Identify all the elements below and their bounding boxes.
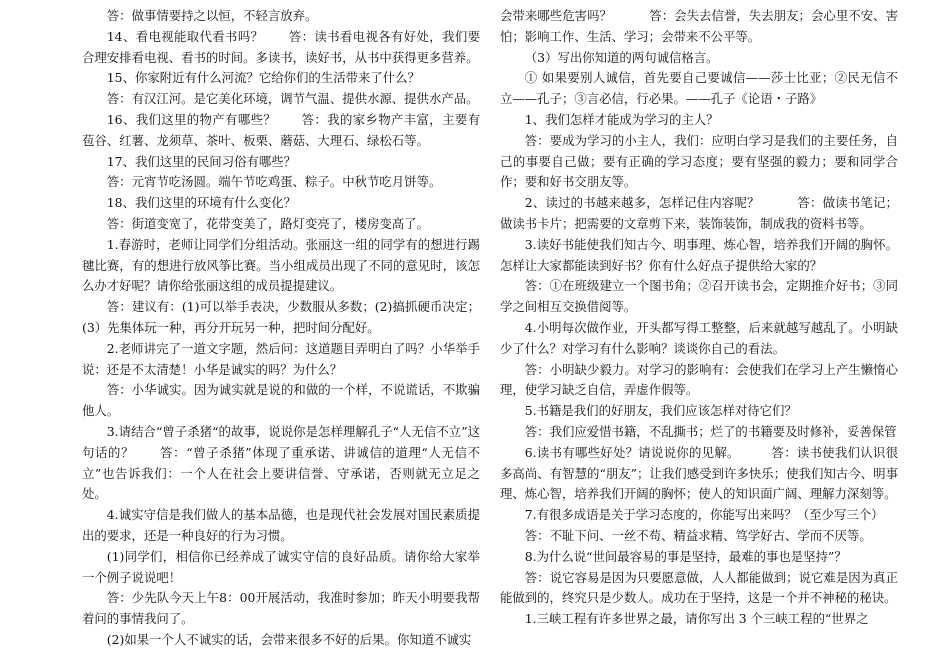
paragraph: ① 如果要别人诚信，首先要自己要诚信——莎士比亚；②民无信不立——孔子；③言必信，行必果。——孔子《论语・子路》 [500, 70, 898, 107]
paragraph: 答：元宵节吃汤圆。端午节吃鸡蛋、粽子。中秋节吃月饼等。 [106, 174, 442, 190]
paragraph: 1.春游时，老师让同学们分组活动。张丽这一组的同学有的想进行踢毽比赛，有的想进行放风筝比赛。当小组成员出现了不同的意见时，该怎么办才好呢？请你给张丽这组的成员提提建议。 [82, 236, 480, 294]
paragraph: 答：街道变宽了，花带变美了，路灯变亮了，楼房变高了。 [106, 215, 429, 231]
paragraph: 16、我们这里的物产有哪些？ 答：我的家乡物产丰富，主要有苞谷、红薯、龙须草、茶叶、板栗、蘑菇、大理石、绿松石等。 [82, 111, 480, 148]
paragraph: 15、你家附近有什么河流？它给你们的生活带来了什么？ [106, 70, 420, 86]
paragraph: 3.读好书能使我们知古今、明事理、炼心智，培养我们开阔的胸怀。怎样让大家都能读到好书？你有什么好点子提供给大家的？ [500, 236, 898, 273]
left-column [82, 6, 480, 651]
paragraph: 答：少先队今天上午8：00开展活动，我准时参加；昨天小明要我帮着问的事情我问了。 [82, 590, 480, 627]
paragraph: (1)同学们，相信你已经养成了诚实守信的良好品质。请你给大家举一个例子说说吧！ [82, 548, 480, 585]
paragraph: 答：小明缺少毅力。对学习的影响有：会使我们在学习上产生懒惰心理，使学习缺乏自信，弄虚作假等。 [500, 361, 898, 398]
paragraph: 答：有汉江河。是它美化环境，调节气温、提供水源、提供水产品。 [106, 91, 479, 107]
paragraph: 答：建议有：(1)可以举手表决，少数服从多数；(2)搞抓硬币决定；(3）先集体玩一种，再分开玩另一种，把时间分配好。 [82, 299, 480, 335]
paragraph: （3）写出你知道的两句诚信格言。 [524, 49, 719, 65]
paragraph: 会带来哪些危害吗？ 答：会失去信誉，失去朋友；会心里不安、害怕；影响工作、生活、学习；会带来不公平等。 [500, 8, 898, 44]
paragraph: 答：要成为学习的小主人，我们：应明白学习是我们的主要任务，自己的事要自己做；要有正确的学习态度；要有坚强的毅力；要和同学合作；要和好书交朋友等。 [500, 132, 898, 190]
paragraph: (2)如果一个人不诚实的话，会带来很多不好的后果。你知道不诚实 [106, 631, 472, 647]
paragraph: 答：说它容易是因为只要愿意做，人人都能做到；说它难是因为真正能做到的，终究只是少数人。成功在于坚持，这是一个并不神秘的秘诀。 [500, 569, 898, 606]
paragraph: 14、看电视能取代看书吗？ 答：读书看电视各有好处，我们要合理安排看电视、看书的时间。多读书，读好书，从书中获得更多营养。 [82, 28, 480, 65]
right-column [500, 6, 898, 630]
paragraph: 答：不耻下问、一丝不苟、精益求精、笃学好古、学而不厌等。 [524, 527, 872, 543]
paragraph: 7.有很多成语是关于学习态度的，你能写出来吗？（至少写三个） [524, 507, 884, 523]
paragraph: 6.读书有哪些好处？请说说你的见解。 答：读书使我们认识很多高尚、有智慧的“朋友”；让我们感受到许多快乐；使我们知古今、明事理、炼心智，培养我们开阔的胸怀；使人的知识面广阔、理解力深刻等。 [500, 444, 898, 502]
paragraph: 2、读过的书越来越多，怎样记住内容呢？ 答：做读书笔记；做读书卡片；把需要的文章剪下来，装饰装饰，制成我的资料书等。 [500, 195, 898, 231]
paragraph: 4.小明每次做作业，开头都写得工整整，后来就越写越乱了。小明缺少了什么？对学习有什么影响？谈谈你自己的看法。 [500, 319, 898, 356]
paragraph: 8.为什么说“世间最容易的事是坚持，最难的事也是坚持”？ [524, 548, 847, 564]
paragraph: 答：我们应爱惜书籍，不乱撕书；烂了的书籍要及时修补，妥善保管 [524, 423, 897, 439]
paragraph: 17、我们这里的民间习俗有哪些？ [106, 153, 297, 169]
paragraph: 答：做事情要持之以恒，不轻言放弃。 [106, 8, 318, 23]
paragraph: 1.三峡工程有许多世界之最，请你写出 3 个三峡工程的“世界之 [524, 611, 869, 627]
paragraph: 3.请结合“曾子杀猪“的故事，说说你是怎样理解孔子“人无信不立”这句话的？ 答：“曾子杀猪”体现了重承诺、讲诚信的道理“人无信不立”也告诉我们：一个人在社会上要讲信誉、守承诺，否则就无立足之处。 [82, 423, 480, 502]
paragraph: 1、我们怎样才能成为学习的主人？ [524, 111, 719, 127]
paragraph: 答：①在班级建立一个图书角；②召开读书会，定期推介好书；③同学之间相互交换借阅等。 [500, 278, 898, 315]
paragraph: 2.老师讲完了一道文字题，然后问：这道题目弄明白了吗？小华举手说：还是不太清楚！小华是诚实的吗？为什么？ [82, 340, 480, 377]
paragraph: 18、我们这里的环境有什么变化？ [106, 195, 297, 211]
paragraph: 答：小华诚实。因为诚实就是说的和做的一个样，不说谎话，不欺骗他人。 [82, 382, 480, 419]
paragraph: 4.诚实守信是我们做人的基本品德，也是现代社会发展对国民素质提出的要求，还是一种良好的行为习惯。 [82, 507, 480, 543]
paragraph: 5.书籍是我们的好朋友，我们应该怎样对待它们？ [524, 403, 797, 419]
